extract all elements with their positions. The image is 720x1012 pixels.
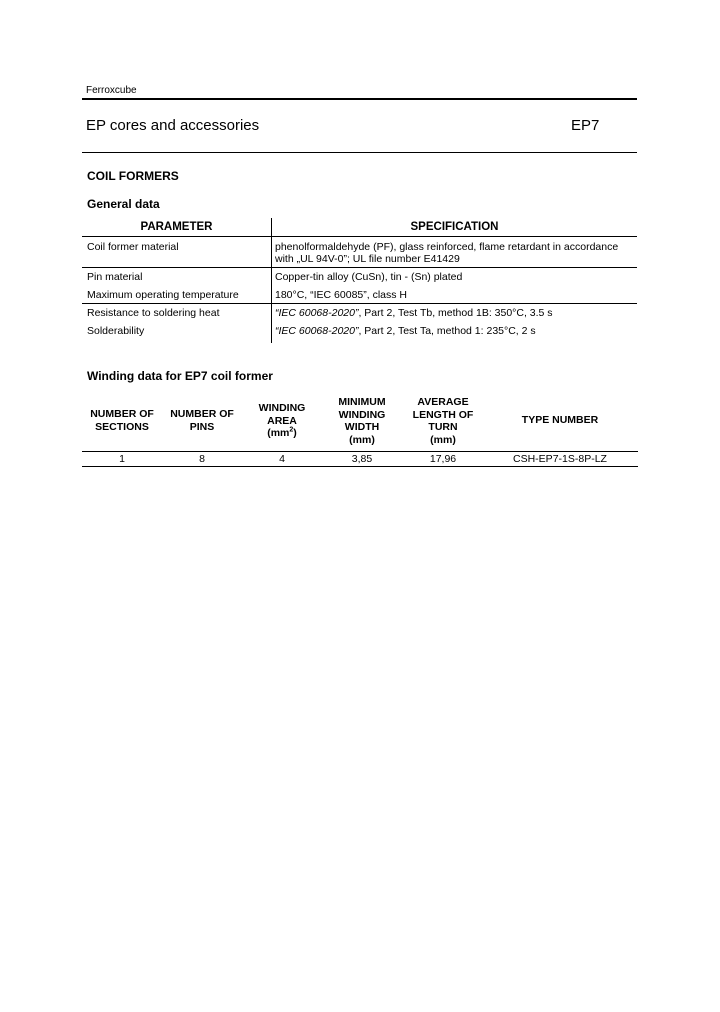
cell-min-winding-width: 3,85 (351, 453, 373, 465)
unit-exponent: 2 (289, 426, 294, 434)
header-row-rule (82, 236, 637, 237)
column-header-specification: SPECIFICATION (410, 221, 499, 233)
spec-resistance-to-soldering-heat (275, 307, 637, 319)
header-line: NUMBER OF (170, 408, 234, 420)
header-rule (82, 98, 637, 100)
cell-sections: 1 (119, 453, 125, 465)
general-data-heading: General data (87, 197, 160, 211)
cell-pins: 8 (199, 453, 205, 465)
winding-data-heading: Winding data for EP7 coil former (87, 369, 273, 383)
column-header-parameter: PARAMETER (140, 221, 213, 233)
spec-solderability (275, 325, 637, 337)
core-code: EP7 (571, 117, 600, 134)
spec-text: , Part 2, Test Tb, method 1B: 350°C, 3.5 s (358, 307, 553, 319)
column-header-sections (86, 408, 158, 433)
table-bottom-rule (82, 466, 638, 467)
header-line: AREA (267, 414, 297, 427)
header-line: WINDING (338, 408, 386, 421)
header-row-rule (82, 451, 638, 452)
row-rule (82, 267, 637, 268)
column-header-pins (166, 408, 238, 433)
unit-text: ) (293, 427, 297, 439)
header-line: TURN (428, 421, 458, 433)
standard-reference: “IEC 60068-2020” (275, 325, 359, 337)
header-line: LENGTH OF (412, 408, 474, 421)
brand-name: Ferroxcube (86, 85, 137, 96)
param-pin-material: Pin material (87, 271, 143, 283)
spec-text: , Part 2, Test Ta, method 1: 235°C, 2 s (358, 325, 536, 337)
param-max-operating-temperature: Maximum operating temperature (87, 289, 239, 301)
spec-line: phenolformaldehyde (PF), glass reinforced, flame retardant in accordance (275, 241, 619, 253)
header-line (246, 427, 318, 440)
column-header-min-winding-width (326, 396, 398, 446)
header-line: WINDING (258, 402, 306, 414)
column-header-winding-area (246, 402, 318, 440)
section-title: COIL FORMERS (87, 169, 179, 183)
header-line: AVERAGE (417, 396, 469, 408)
spec-coil-former-material (275, 241, 637, 265)
spec-max-operating-temperature: 180°C, “IEC 60085”, class H (275, 289, 408, 301)
unit-text: (mm (267, 427, 290, 439)
header-line: WIDTH (344, 421, 380, 433)
param-coil-former-material: Coil former material (87, 241, 179, 253)
title-rule (82, 152, 637, 153)
cell-average-turn-length: 17,96 (429, 453, 457, 465)
spec-line: with „UL 94V-0”; UL file number E41429 (275, 253, 460, 265)
header-line: MINIMUM (338, 396, 386, 408)
header-line: (mm) (349, 433, 375, 446)
column-header-average-turn-length (404, 396, 482, 446)
page-title: EP cores and accessories (86, 117, 260, 134)
standard-reference: “IEC 60068-2020” (275, 307, 359, 319)
param-resistance-to-soldering-heat: Resistance to soldering heat (87, 307, 220, 319)
column-header-type-number: TYPE NUMBER (521, 414, 599, 426)
param-solderability: Solderability (87, 325, 145, 337)
header-line: SECTIONS (95, 420, 149, 433)
header-line: PINS (189, 420, 215, 433)
header-line: (mm) (430, 433, 456, 446)
cell-type-number: CSH-EP7-1S-8P-LZ (513, 453, 607, 465)
spec-pin-material: Copper-tin alloy (CuSn), tin - (Sn) plated (275, 271, 463, 283)
header-line: NUMBER OF (90, 408, 154, 420)
row-rule (82, 303, 637, 304)
cell-winding-area: 4 (279, 453, 285, 465)
